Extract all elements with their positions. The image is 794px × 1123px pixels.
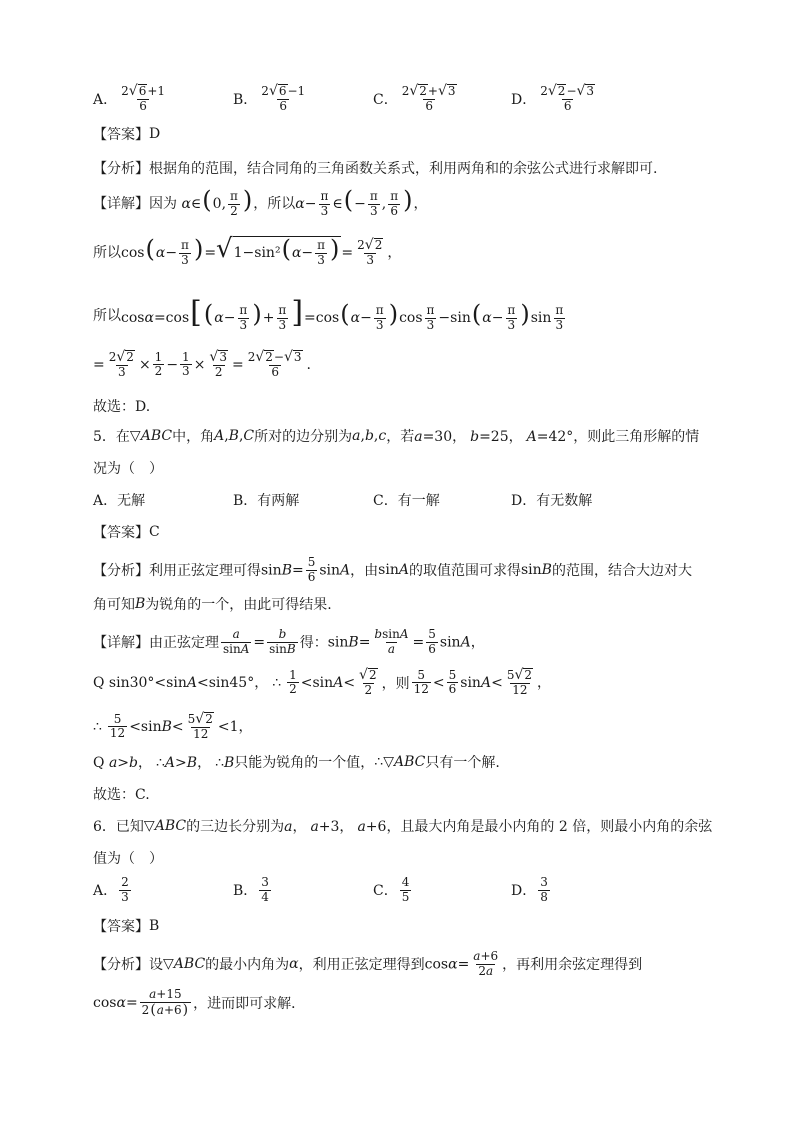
radicand: 6	[278, 84, 287, 98]
math-expr: sinB= $\frac{5}{6}$ sinA	[261, 555, 351, 584]
frac-den: 6	[425, 98, 433, 113]
answer-tag: 【答案】	[93, 127, 149, 143]
fraction: 2 √ 6 +1 6	[121, 83, 166, 113]
math-expr: α∈(0, $\frac{\pi}{2}$ )	[181, 186, 253, 218]
math-expr: a=30， b=25， A=42°	[414, 429, 574, 445]
q5-conclusion	[93, 784, 150, 804]
stem-text: 况为（ ）	[93, 461, 163, 477]
detail-text: ，则	[381, 675, 410, 692]
analysis-text: 的最小内角为	[205, 957, 290, 974]
q5-analysis-line-1	[93, 556, 692, 585]
q5-detail-line-3	[93, 712, 253, 742]
detail-text: 得：	[299, 635, 328, 652]
math-expr: sinA	[378, 562, 409, 579]
option-label: D．	[511, 91, 537, 108]
stem-text: ，且最大内角是最小内角的 2 倍，则最小内角的余弦	[386, 819, 713, 835]
detail-text: 所以	[93, 308, 121, 325]
stem-text: 6．已知	[93, 819, 144, 835]
analysis-text: 利用正弦定理可得	[149, 563, 261, 580]
frac-den: 6	[279, 98, 288, 113]
fraction	[400, 876, 412, 905]
detail-tag: 【详解】	[93, 196, 149, 213]
detail-tag: 【详解】	[93, 635, 149, 652]
analysis-text: 根据角的范围，结合同角的三角函数关系式，利用两角和的余弦公式进行求解即可.	[149, 161, 658, 177]
math-expr: A,B,C	[214, 428, 255, 444]
frac-num: 2	[121, 84, 129, 98]
math-expr: $\frac{a}{\sin A}$ = $\frac{b}{\sin B}$	[223, 627, 296, 656]
answer-tag: 【答案】	[93, 919, 149, 935]
q5-answer	[93, 522, 160, 542]
q6-option-c	[373, 876, 413, 905]
stem-text: ，则此三角形解的情	[573, 429, 700, 445]
detail-text: 由正弦定理	[149, 635, 219, 652]
q4-answer	[93, 124, 160, 144]
detail-text: ，	[413, 196, 428, 213]
q4-option-b	[233, 84, 309, 114]
q5-detail-line-2	[93, 668, 551, 698]
option-text: B．有两解	[233, 493, 300, 509]
math-expr: α	[289, 956, 299, 973]
stem-text: 的三边长分别为	[186, 819, 285, 835]
frac-den: 6	[139, 98, 147, 113]
math-expr: cosα=cos[(α− $\frac{\pi}{3}$ )+ $\frac{\pi}{3}$ ]=cos(α− $\frac{\pi}{3}$ )cos $\frac{\pi}{3}$ −sin(α− $\frac{\pi}{3}$ )sin $\frac{\pi}{3}$	[121, 295, 564, 332]
frac-den: 8	[540, 889, 548, 904]
q4-analysis	[93, 158, 657, 178]
q5-detail-line-4	[93, 752, 500, 772]
q6-stem-line-1	[93, 816, 712, 836]
fraction	[538, 876, 550, 905]
analysis-text: 的范围，结合大边对大	[551, 563, 692, 580]
fraction: 2 √ 6 −1 6	[261, 83, 306, 113]
q5-option-b	[233, 490, 299, 510]
math-expr: ▽ABC	[143, 818, 187, 834]
q5-analysis-line-2	[93, 594, 332, 614]
q5-option-d	[511, 490, 592, 510]
q5-option-a	[93, 490, 145, 510]
frac-den: 4	[261, 889, 269, 904]
analysis-text: ，由	[350, 563, 379, 580]
analysis-tag: 【分析】	[93, 957, 149, 974]
math-expr: cosα= $\frac{a+15}{2(a+6)}$	[93, 988, 193, 1018]
analysis-tag: 【分析】	[93, 161, 149, 177]
frac-num: 3	[540, 875, 548, 889]
conclusion-text: 故选：D.	[93, 399, 151, 415]
math-expr: = 2 √ 2 3 × $\frac{1}{2}$ − $\frac{1}{3}$ × √ 3 2 = 2 √ 2 − √ 3 6 .	[93, 349, 311, 379]
q5-stem-line-1	[93, 426, 699, 446]
analysis-text: ，利用正弦定理得到	[298, 957, 425, 974]
detail-text: 因为	[149, 196, 177, 213]
detail-text: 只能为锐角的一个值，	[234, 755, 375, 771]
math-expr: ▽ABC	[163, 956, 206, 973]
analysis-text: 角可知	[93, 597, 135, 613]
q5-detail-line-1	[93, 628, 485, 657]
stem-text: ，若	[386, 429, 415, 445]
fraction: 2 √ 2 + √ 3 6	[401, 83, 456, 113]
radicand: 2	[557, 84, 566, 98]
q4-detail-line-4	[93, 350, 311, 380]
frac-num: 4	[401, 875, 410, 889]
math-expr: Q a>b， ∴A>B， ∴B	[93, 755, 235, 771]
option-label: C．	[373, 91, 398, 108]
frac-den: 3	[121, 889, 129, 904]
q4-option-a	[93, 84, 169, 114]
radicand: 3	[586, 84, 595, 98]
frac-num: 2	[540, 84, 548, 98]
q5-option-c	[373, 490, 440, 510]
q6-analysis-line-2	[93, 988, 305, 1018]
frac-op: −	[566, 84, 577, 98]
analysis-text: ，进而即可求解．	[193, 995, 306, 1012]
radicand: 3	[447, 84, 456, 98]
option-text: C．有一解	[373, 493, 440, 509]
frac-num: 3	[261, 875, 269, 889]
analysis-tag: 【分析】	[93, 563, 149, 580]
analysis-text: ，再利用余弦定理得到	[502, 957, 643, 974]
stem-text: 所对的边分别为	[254, 429, 353, 445]
option-label: B．	[233, 91, 258, 108]
option-label: D．	[511, 883, 537, 900]
q6-analysis-line-1	[93, 950, 642, 979]
math-expr: ▽ABC	[129, 428, 173, 444]
option-label: B．	[233, 883, 258, 900]
q6-answer	[93, 916, 159, 936]
analysis-text: 的取值范围可求得	[408, 563, 521, 580]
radicand: 6	[138, 84, 147, 98]
q4-conclusion	[93, 396, 150, 416]
detail-text: ，所以	[253, 196, 296, 213]
math-expr: Q sin30°<sinA<sin45°， ∴ $\frac{1}{2}$ <sinA< √ 2 2	[93, 667, 377, 697]
fraction	[259, 876, 271, 905]
frac-den: 5	[401, 889, 410, 904]
radicand: 2	[419, 84, 427, 98]
math-expr: ∴ $\frac{5}{12}$ <sinB< 5 √ 2 12 <1，	[93, 711, 253, 741]
frac-num: 2	[401, 84, 410, 98]
math-expr: a， a+3， a+6	[284, 819, 387, 835]
math-expr: a,b,c	[352, 428, 387, 444]
q6-option-d	[511, 876, 552, 905]
answer-tag: 【答案】	[93, 525, 149, 541]
q5-stem-line-2	[93, 458, 163, 478]
answer-value: C	[149, 524, 160, 540]
q4-detail-line-2	[93, 236, 401, 268]
answer-value: B	[149, 918, 160, 934]
analysis-text: 设	[149, 957, 163, 974]
frac-den: 6	[563, 98, 572, 113]
q6-stem-line-2	[93, 848, 163, 868]
frac-op: +	[427, 84, 438, 98]
q6-option-a	[93, 876, 133, 905]
fraction	[119, 876, 131, 905]
option-text: D．有无数解	[511, 493, 593, 509]
q6-option-b	[233, 876, 273, 905]
math-expr: α− $\frac{\pi}{3}$ ∈(− $\frac{\pi}{3}$ , $\frac{\pi}{6}$ )	[295, 186, 413, 218]
stem-text: 5．在	[93, 429, 130, 445]
math-expr: sinB	[520, 562, 552, 579]
stem-text: 中，角	[172, 429, 215, 445]
math-expr: sinB= $\frac{bsinA}{a}$ = $\frac{5}{6}$ sinA，	[327, 627, 485, 656]
detail-text: 只有一个解.	[425, 755, 500, 771]
math-expr: cos(α− $\frac{\pi}{3}$ )= √ 1−sin²(α− $\frac{\pi}{3}$ ) = 2 √ 2 3 ，	[121, 234, 402, 267]
q4-option-d	[511, 84, 599, 114]
q4-detail-line-1	[93, 188, 427, 218]
option-label: A．	[93, 91, 118, 108]
math-expr: ∴▽ABC	[374, 754, 426, 770]
answer-value: D	[149, 126, 161, 142]
math-expr: $\frac{5}{12}$ < $\frac{5}{6}$ sinA< 5 √ 2 12 ，	[413, 667, 552, 697]
option-label: C．	[373, 883, 398, 900]
frac-num: 2	[121, 875, 129, 889]
detail-text: 所以	[93, 244, 121, 261]
option-text: A．无解	[93, 493, 146, 509]
math-expr: cosα= $\frac{a+6}{2a}$	[424, 949, 499, 978]
frac-num: 2	[261, 84, 269, 98]
analysis-text: 为锐角的一个，由此可得结果.	[145, 597, 332, 613]
q4-option-c	[373, 84, 461, 114]
fraction: 2 √ 2 − √ 3 6	[540, 83, 595, 113]
stem-text: 值为（ ）	[93, 851, 163, 867]
frac-num-tail: −1	[287, 84, 306, 98]
q4-detail-line-3	[93, 295, 567, 332]
frac-num-tail: +1	[147, 84, 166, 98]
option-label: A．	[93, 883, 118, 900]
conclusion-text: 故选：C.	[93, 787, 150, 803]
math-expr: B	[135, 596, 146, 612]
